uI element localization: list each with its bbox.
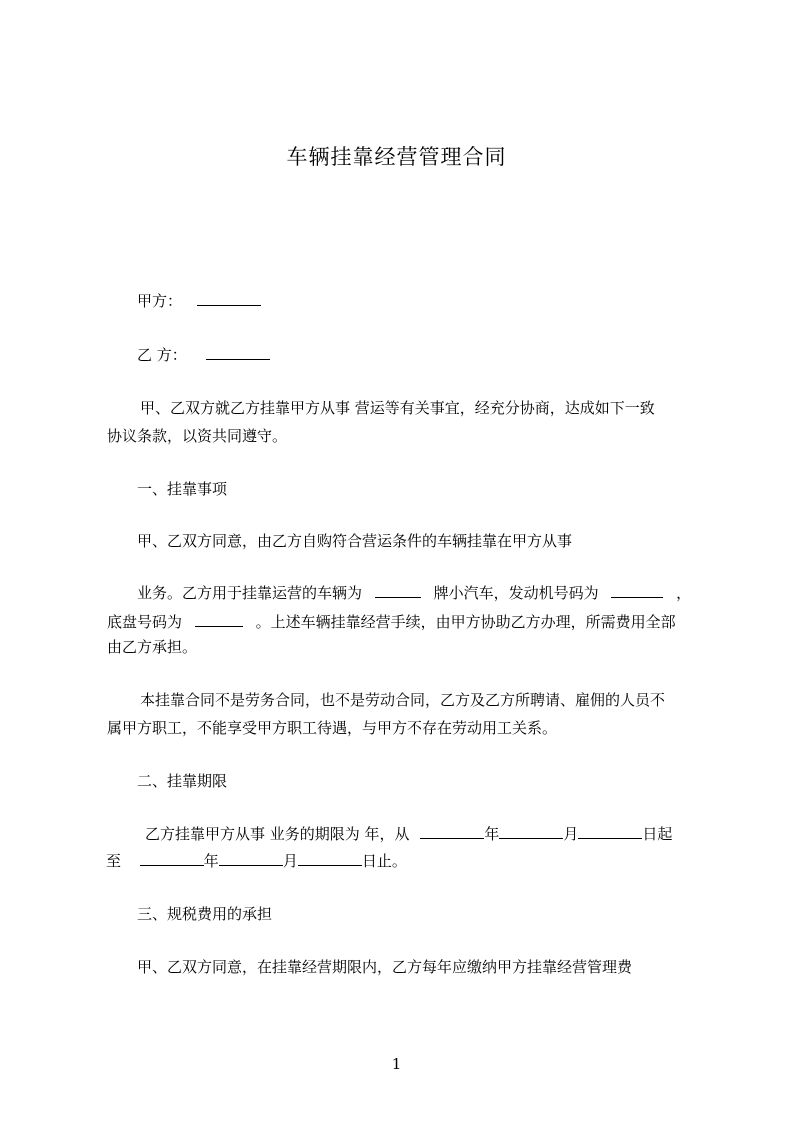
intro-line-2: 协议条款，以资共同遵守。 xyxy=(107,427,288,445)
section-1-heading: 一、挂靠事项 xyxy=(137,480,228,498)
section-2-heading: 二、挂靠期限 xyxy=(137,772,228,790)
end-year-blank xyxy=(140,851,204,866)
start-month-blank xyxy=(499,824,563,839)
end-year-label: 年 xyxy=(203,852,219,870)
procedures-text: 。上述车辆挂靠经营手续，由甲方协助乙方办理，所需费用全部 xyxy=(255,613,676,631)
day-end-label: 日止。 xyxy=(361,852,407,870)
end-month-label: 月 xyxy=(282,852,298,870)
section-2-line-2 xyxy=(106,851,699,871)
engine-text: 牌小汽车，发动机号码为 xyxy=(433,584,599,602)
section-1-paragraph-4: 由乙方承担。 xyxy=(107,638,198,656)
month-label: 月 xyxy=(563,825,579,843)
contract-title: 车辆挂靠经营管理合同 xyxy=(286,145,507,169)
party-b-blank xyxy=(206,345,270,360)
section-3-paragraph-1: 甲、乙双方同意，在挂靠经营期限内，乙方每年应缴纳甲方挂靠经营管理费 xyxy=(137,958,633,976)
vehicle-text: 业务。乙方用于挂靠运营的车辆为 xyxy=(137,584,363,602)
plate-blank xyxy=(375,583,421,598)
party-b-label: 乙 方： xyxy=(137,346,187,364)
start-year-blank xyxy=(420,824,484,839)
party-a-line xyxy=(137,291,730,311)
year-label: 年 xyxy=(484,825,500,843)
end-month-blank xyxy=(219,851,283,866)
section-1-paragraph-5-line-1: 本挂靠合同不是劳务合同，也不是劳动合同，乙方及乙方所聘请、雇佣的人员不 xyxy=(140,691,666,709)
party-a-label: 甲方： xyxy=(137,292,183,310)
party-a-blank xyxy=(197,291,261,306)
section-3-heading: 三、规税费用的承担 xyxy=(137,905,273,923)
section-1-paragraph-1: 甲、乙双方同意，由乙方自购符合营运条件的车辆挂靠在甲方从事 xyxy=(137,532,573,550)
section-1-paragraph-5-line-2: 属甲方职工，不能享受甲方职工待遇，与甲方不存在劳动用工关系。 xyxy=(107,719,558,737)
term-text: 乙方挂靠甲方从事 业务的期限为 年，从 xyxy=(145,825,410,843)
page-number: 1 xyxy=(391,1055,402,1073)
comma-text: ， xyxy=(676,584,692,602)
party-b-line xyxy=(137,345,730,365)
section-1-paragraph-3 xyxy=(107,612,700,632)
chassis-number-blank xyxy=(195,612,243,627)
start-day-blank xyxy=(578,824,642,839)
end-day-blank xyxy=(298,851,362,866)
section-1-paragraph-2 xyxy=(137,583,730,603)
until-text: 至 xyxy=(106,852,122,870)
section-2-line-1 xyxy=(145,824,738,844)
engine-number-blank xyxy=(611,583,663,598)
intro-line-1: 甲、乙双方就乙方挂靠甲方从事 营运等有关事宜，经充分协商，达成如下一致 xyxy=(140,399,655,417)
chassis-text: 底盘号码为 xyxy=(107,613,183,631)
day-start-label: 日起 xyxy=(642,825,673,843)
